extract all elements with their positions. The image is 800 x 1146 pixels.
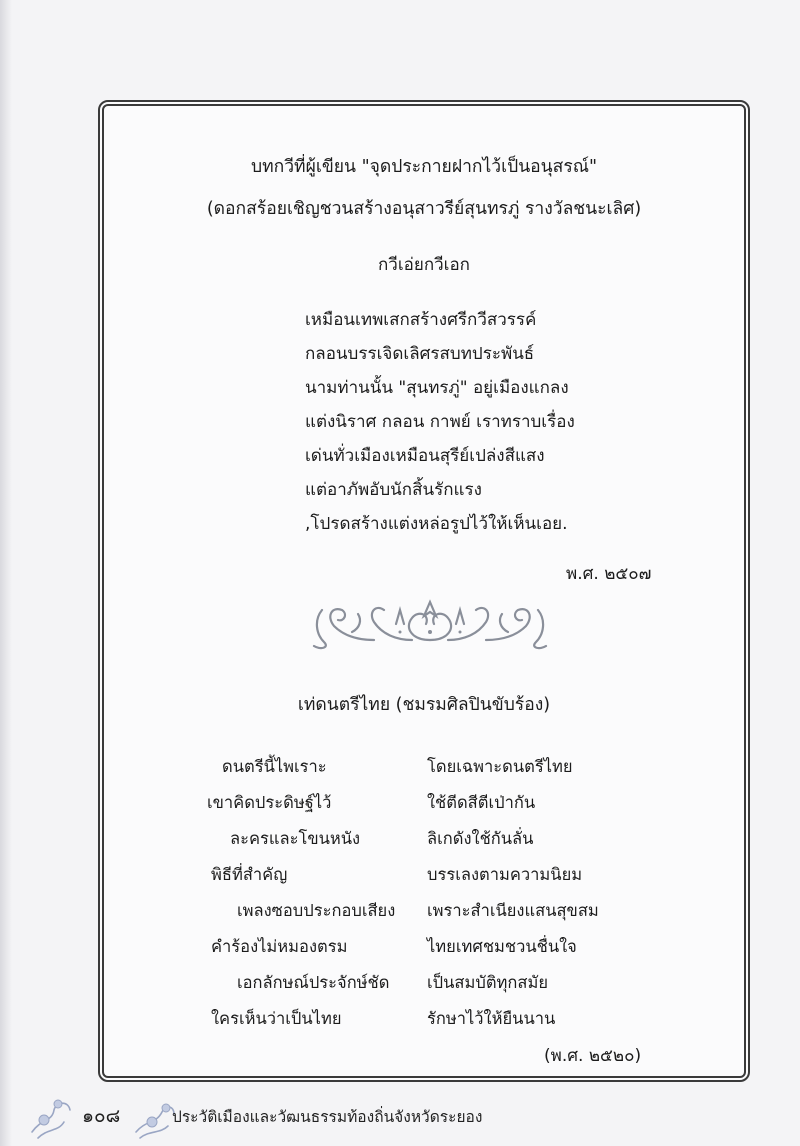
poem-line: แต่งนิราศ กลอน กาพย์ เราทราบเรื่อง [305,412,575,432]
poem-line: ,โปรดสร้างแต่งหล่อรูปไว้ให้เห็นเอย. [305,514,568,534]
content-frame [98,100,750,1082]
page-subheading: (ดอกสร้อยเชิญชวนสร้างอนุสาวรีย์สุนทรภู่ รางวัลชนะเลิศ) [206,199,642,219]
verse-right: ลิเกดังใช้กันลั่น [427,829,534,848]
verse-right: โดยเฉพาะดนตรีไทย [427,757,573,776]
poem-line: แต่อาภัพอับนักสิ้นรักแรง [305,480,482,500]
running-title: ประวัติเมืองและวัฒนธรรมท้องถิ่นจังหวัดระยอง [172,1108,483,1126]
poem-author: กวีเอ่ยกวีเอก [378,255,470,275]
verse-left: ละครและโขนหนัง [230,829,361,848]
poem-line: นามท่านนั้น "สุนทรภู่" อยู่เมืองแกลง [305,378,569,398]
verse-left: ดนตรีนี้ไพเราะ [222,757,327,776]
verse-right: ไทยเทศชมชวนชื่นใจ [427,937,577,956]
verse-left: คำร้องไม่หมองตรม [211,937,348,956]
verse-left: พิธีที่สำคัญ [211,865,288,884]
verse-left: เอกลักษณ์ประจักษ์ชัด [237,973,390,992]
poem-line: เด่นทั่วเมืองเหมือนสุรีย์เปล่งสีแสง [305,446,545,466]
verse-right: ใช้ตีดสีตีเป่ากัน [427,793,536,812]
verse-right: บรรเลงตามความนิยม [427,865,583,884]
verse-right: เพราะสำเนียงแสนสุขสม [427,901,599,920]
page-heading: บทกวีที่ผู้เขียน "จุดประกายฝากไว้เป็นอนุสรณ์" [250,157,598,177]
verse-right: เป็นสมบัติทุกสมัย [427,973,549,992]
song-title: เท่ดนตรีไทย (ชมรมศิลปินขับร้อง) [297,695,551,715]
verse-right: รักษาไว้ให้ยืนนาน [427,1009,556,1028]
verse-left: เขาคิดประดิษฐ์ไว้ [207,793,332,812]
poem-date: พ.ศ. ๒๕๐๗ [566,564,652,584]
verse-left: ใครเห็นว่าเป็นไทย [211,1009,342,1028]
verse-left: เพลงซอบประกอบเสียง [237,901,396,920]
page-number: ๑๐๘ [82,1105,121,1127]
thai-kanok-ornament-icon [300,594,560,654]
poem-line: เหมือนเทพเสกสร้างศรีกวีสวรรค์ [305,310,537,330]
page-edge [0,0,12,1146]
poem-line: กลอนบรรเจิดเลิศรสบทประพันธ์ [305,344,535,364]
song-date: (พ.ศ. ๒๕๒๐) [544,1046,642,1066]
